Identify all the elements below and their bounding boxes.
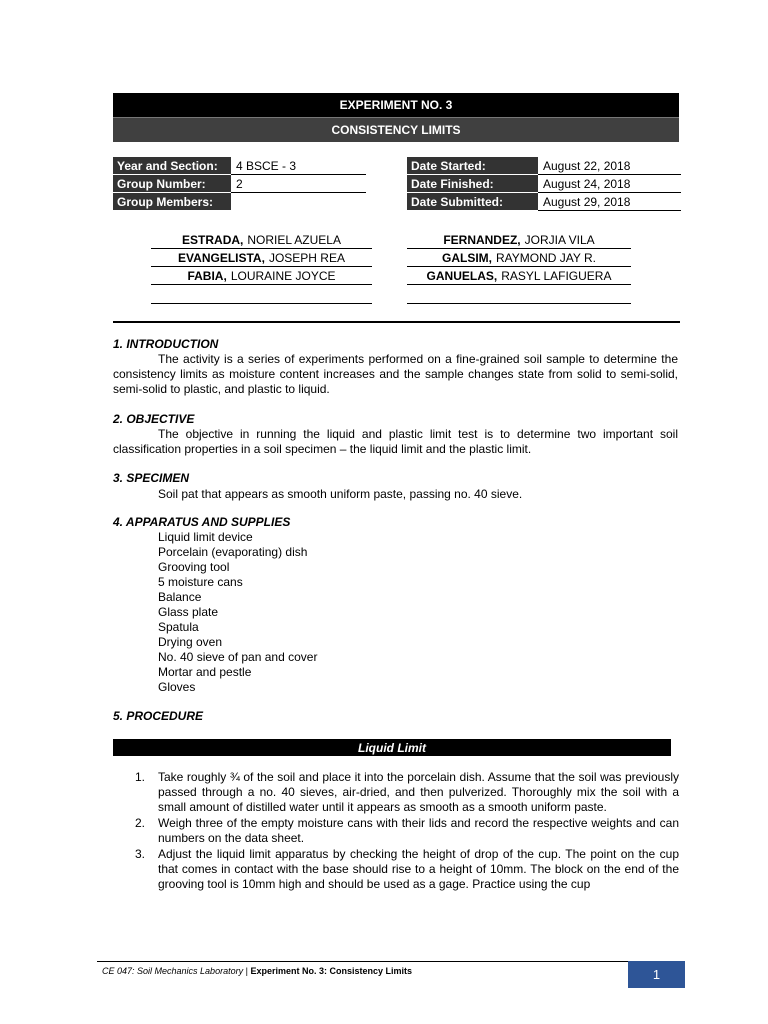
info-table-right [407,157,681,211]
info-value [231,193,366,211]
introduction-heading: 1. INTRODUCTION [113,337,219,351]
members-left [151,231,372,304]
liquid-limit-subheading: Liquid Limit [113,739,671,756]
objective-heading: 2. OBJECTIVE [113,412,195,426]
list-item: Gloves [158,680,196,694]
footer-text [102,966,412,976]
member-name: GALSIM, RAYMOND JAY R. [407,249,631,267]
info-label: Year and Section: [113,157,231,175]
info-row [407,175,681,193]
procedure-step: 2. Weigh three of the empty moisture cans with their lids and record the respective weights and can numbers on the data sheet. [135,816,679,845]
info-value: August 22, 2018 [538,157,681,175]
member-name: EVANGELISTA, JOSEPH REA [151,249,372,267]
list-item: Mortar and pestle [158,665,252,679]
member-name [151,285,372,304]
introduction-text: The activity is a series of experiments performed on a fine-grained soil sample to determine the consistency limits as moisture content increases and the sample changes state from solid to semi-solid, semi-solid to plastic, and plastic to liquid. [113,352,678,396]
info-value: 4 BSCE - 3 [231,157,366,175]
info-label: Group Number: [113,175,231,193]
section-divider [113,321,680,323]
procedure-step: 1. Take roughly ¾ of the soil and place it into the porcelain dish. Assume that the soil was previously passed through a no. 40 sieves, air-dried, and then pulverized. Thoroughly mix the soil with a small amount of distilled water until it appears as smooth as a smooth uniform paste. [135,770,679,814]
info-row [113,175,366,193]
info-label: Group Members: [113,193,231,211]
info-row [113,157,366,175]
members-right [407,231,631,304]
specimen-text: Soil pat that appears as smooth uniform paste, passing no. 40 sieve. [158,487,523,501]
member-name: FABIA, LOURAINE JOYCE [151,267,372,285]
list-item: Drying oven [158,635,223,649]
page-number: 1 [628,961,685,988]
info-row [113,193,366,211]
info-label: Date Finished: [407,175,538,193]
specimen-heading: 3. SPECIMEN [113,471,190,485]
list-item: Grooving tool [158,560,230,574]
info-label: Date Submitted: [407,193,538,211]
objective-text: The objective in running the liquid and plastic limit test is to determine two important soil classification properties in a soil specimen – the liquid limit and the plastic limit. [113,427,678,456]
info-table-left [113,157,366,211]
apparatus-list [158,530,317,695]
experiment-title: EXPERIMENT NO. 3 [113,93,679,117]
info-label: Date Started: [407,157,538,175]
info-row [407,193,681,211]
list-item: 5 moisture cans [158,575,243,589]
list-item: Balance [158,590,202,604]
info-row [407,157,681,175]
procedure-step: 3. Adjust the liquid limit apparatus by checking the height of drop of the cup. The point on the cup that comes in contact with the base should rise to a height of 10mm. The block on the end of the grooving tool is 10mm high and should be used as a gage. Practice using the cup [135,847,679,891]
footer-rule [97,961,685,962]
footer-course: CE 047: Soil Mechanics Laboratory [102,966,244,976]
list-item: No. 40 sieve of pan and cover [158,650,318,664]
footer-separator: | [245,966,248,976]
procedure-steps [113,770,679,893]
list-item: Spatula [158,620,199,634]
info-value: August 24, 2018 [538,175,681,193]
list-item: Porcelain (evaporating) dish [158,545,308,559]
list-item: Liquid limit device [158,530,253,544]
procedure-heading: 5. PROCEDURE [113,709,204,723]
member-name [407,285,631,304]
apparatus-heading: 4. APPARATUS AND SUPPLIES [113,515,291,529]
member-name: FERNANDEZ, JORJIA VILA [407,231,631,249]
member-name: ESTRADA, NORIEL AZUELA [151,231,372,249]
info-value: August 29, 2018 [538,193,681,211]
experiment-subtitle: CONSISTENCY LIMITS [113,117,679,142]
info-value: 2 [231,175,366,193]
footer-doc: Experiment No. 3: Consistency Limits [250,966,412,976]
member-name: GANUELAS, RASYL LAFIGUERA [407,267,631,285]
list-item: Glass plate [158,605,219,619]
